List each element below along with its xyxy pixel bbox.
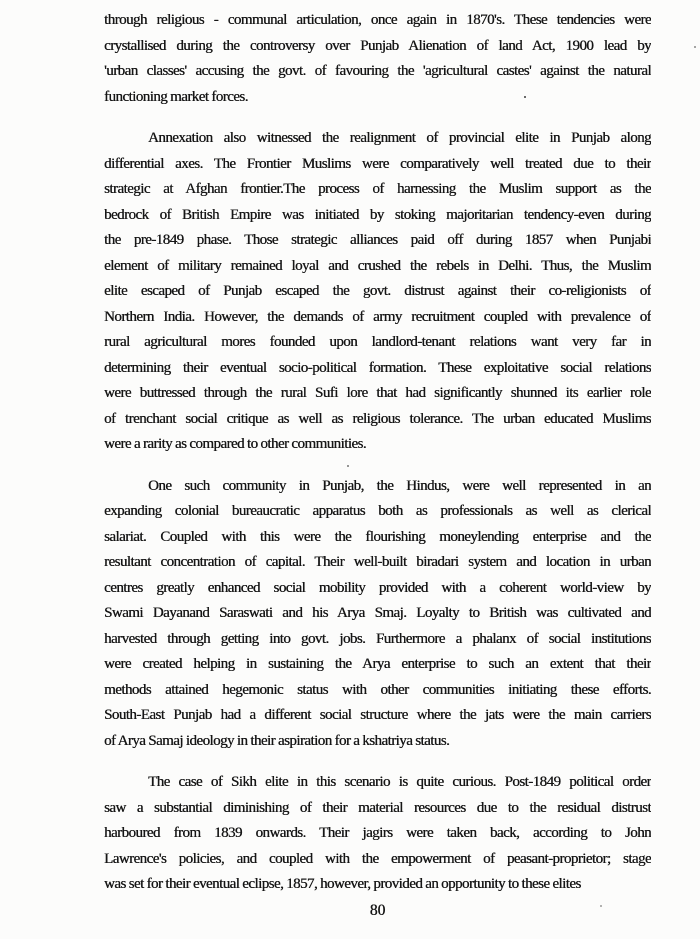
text-block bbox=[104, 8, 651, 898]
text-line: harboured from 1839 onwards. Their jagirs were taken back, according to John bbox=[104, 825, 651, 841]
text-line: resultant concentration of capital. Their well-built biradari system and location in urban bbox=[104, 554, 651, 570]
text-line: methods attained hegemonic status with other communities initiating these efforts. bbox=[104, 681, 651, 698]
text-line: were created helping in sustaining the Arya enterprise to such an extent that their bbox=[104, 656, 651, 672]
text-line: centres greatly enhanced social mobility provided with a coherent world-view by bbox=[104, 579, 651, 596]
text-line: bedrock of British Empire was initiated by stoking majoritarian tendency-even during bbox=[104, 206, 651, 223]
text-line: South-East Punjab had a different social structure where the jats were the main carriers bbox=[104, 707, 651, 723]
text-line: functioning market forces. bbox=[104, 88, 248, 105]
text-line: element of military remained loyal and crushed the rebels in Delhi. Thus, the Muslim bbox=[104, 257, 651, 274]
text-line: salariat. Coupled with this were the flourishing moneylending enterprise and the bbox=[104, 528, 651, 545]
text-line: strategic at Afghan frontier.The process of harnessing the Muslim support as the bbox=[104, 181, 651, 197]
text-line: crystallised during the controversy over Punjab Alienation of land Act, 1900 lead by bbox=[104, 37, 651, 54]
paragraph bbox=[104, 770, 651, 898]
text-line: elite escaped of Punjab escaped the govt. distrust against their co-religionists of bbox=[104, 283, 651, 299]
text-line: Lawrence's policies, and coupled with the empowerment of peasant-proprietor; stage bbox=[104, 850, 651, 867]
scan-speck bbox=[600, 905, 602, 907]
paragraph bbox=[104, 8, 651, 110]
text-line: The case of Sikh elite in this scenario is quite curious. Post-1849 political order bbox=[148, 774, 651, 790]
text-line: was set for their eventual eclipse, 1857, however, provided an opportunity to these elites bbox=[104, 876, 581, 892]
paragraph bbox=[104, 126, 651, 458]
text-line: harvested through getting into govt. jobs. Furthermore a phalanx of social institutions bbox=[104, 630, 651, 647]
text-line: determining their eventual socio-political formation. These exploitative social relations bbox=[104, 359, 651, 376]
scan-speck bbox=[524, 96, 526, 98]
paragraph bbox=[104, 474, 651, 755]
text-line: rural agricultural mores founded upon landlord-tenant relations want very far in bbox=[104, 334, 651, 350]
text-line: One such community in Punjab, the Hindus, were well represented in an bbox=[148, 477, 651, 494]
text-line: saw a substantial diminishing of their material resources due to the residual distrust bbox=[104, 799, 651, 816]
text-line: Swami Dayanand Saraswati and his Arya Smaj. Loyalty to British was cultivated and bbox=[104, 605, 651, 621]
text-line: Northern India. However, the demands of army recruitment coupled with prevalence of bbox=[104, 308, 651, 325]
text-line: were buttressed through the rural Sufi lore that had significantly shunned its earlier role bbox=[104, 385, 651, 401]
page-number: 80 bbox=[369, 902, 386, 919]
text-line: 'urban classes' accusing the govt. of favouring the 'agricultural castes' against the natural bbox=[104, 63, 651, 79]
text-line: of Arya Samaj ideology in their aspiration for a kshatriya status. bbox=[104, 732, 450, 749]
text-line: of trenchant social critique as well as religious tolerance. The urban educated Muslims bbox=[104, 410, 651, 427]
text-line: the pre-1849 phase. Those strategic alliances paid off during 1857 when Punjabi bbox=[104, 232, 651, 248]
text-line: through religious - communal articulation, once again in 1870's. These tendencies were bbox=[104, 12, 651, 28]
text-line: Annexation also witnessed the realignment of provincial elite in Punjab along bbox=[148, 130, 651, 146]
scan-speck bbox=[694, 46, 696, 48]
scan-speck bbox=[347, 465, 349, 467]
text-line: differential axes. The Frontier Muslims were comparatively well treated due to their bbox=[104, 155, 651, 172]
text-line: were a rarity as compared to other communities. bbox=[104, 436, 366, 452]
text-line: expanding colonial bureaucratic apparatus both as professionals as well as clerical bbox=[104, 503, 651, 519]
